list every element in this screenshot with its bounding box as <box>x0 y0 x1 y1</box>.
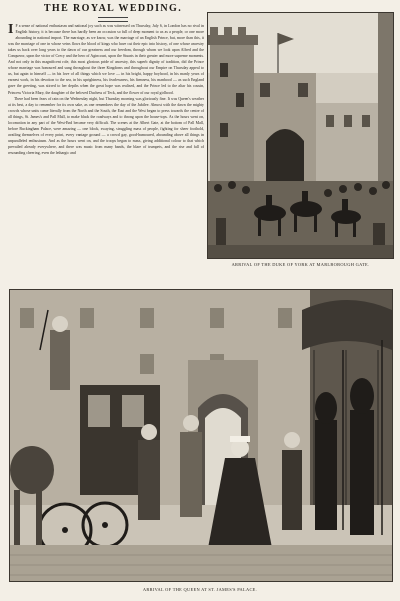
article-paragraph <box>8 23 204 96</box>
engraving-duke-of-york-marlborough-gate <box>207 12 394 259</box>
engraving-illustration <box>208 13 393 258</box>
article-paragraph-text: F a sense of national enthusiasm and national joy such as was witnessed on Thursday, July 6, in London has no rival in English history, it is because there has hardly been an occasion so full of deep moment to us as a people, or one more abounding in national import. The marriage, as we know, was the marriage of an English Prince, but, more than this, it was the marriage of one in whose veins flows the blood of kings who have cut their epic into history, of one whose ancestry takes us back over long years to the dawn of our greatness and our freedom, through whom we look upon Alfred and the Conqueror, upon the victor of Crecy and the hero of Agincourt, upon the Stuarts in their greater and more supreme moments. And not only in this magnificent role, this most glorious pride of ancestry, this superb dignity of tradition, did the Prince whose marriage was honoured and sung throughout the three Kingdoms and throughout our Empire on Thursday appeal to us, but again to himself — in his love of all things which we love — in his bright, happy boyhood, in his manly years of earnest work, in his devotion to the sea, in his uprightness, his fearlessness, his firmness, his manhood — as such England gave the greeting, was stirred to her depths when the great hope was realised, and the Prince led to the altar his cousin, Princess Victoria Mary, the daughter of the beloved Duchess of Teck, and the flower of our royal girlhood. <box>8 24 204 95</box>
drop-cap: I <box>8 23 14 37</box>
figure-caption: ARRIVAL OF THE DUKE OF YORK AT MARLBOROUGH GATE. <box>231 262 370 267</box>
title-ornament-rule <box>98 17 128 22</box>
page-title: THE ROYAL WEDDING. <box>43 3 183 14</box>
article-paragraph: There had been fears of rain on the Wednesday night, but Thursday morning was gloriously fine. It was Queen's weather at its best, a day to remember for its own sake, as one remembers the day of the Jubilee. Almost with the dawn the mighty crowds whose units came literally from the North and the South, the East and the West began to press towards the centre of all things, St. James's and Pall Mall, to make black the roadways and to throng upon the house-tops. As the hours went on, locomotion in any part of the West-End became very difficult. The scenes at the Albert Gate, at the bottom of Pall Mall, before Buckingham Palace, were amazing — one block, swaying, struggling mass of people, fighting for sheer foothold, availing themselves of every point, every vantage ground — a crowd gay, good-humoured, abounding above all things in unparalleled enthusiasm. And as the hours went on, and the troops began to mass, giving additional colour to that which prevailed already everywhere, and there was music from many bands, the blare of trumpets, and the rise and fall of resounding cheering, even the lethargic and <box>8 96 204 155</box>
article-body <box>8 23 204 277</box>
figure-caption: ARRIVAL OF THE QUEEN AT ST. JAMES'S PALACE. <box>142 587 258 592</box>
engraving-queen-st-james-palace <box>9 289 393 582</box>
engraving-illustration <box>10 290 392 581</box>
